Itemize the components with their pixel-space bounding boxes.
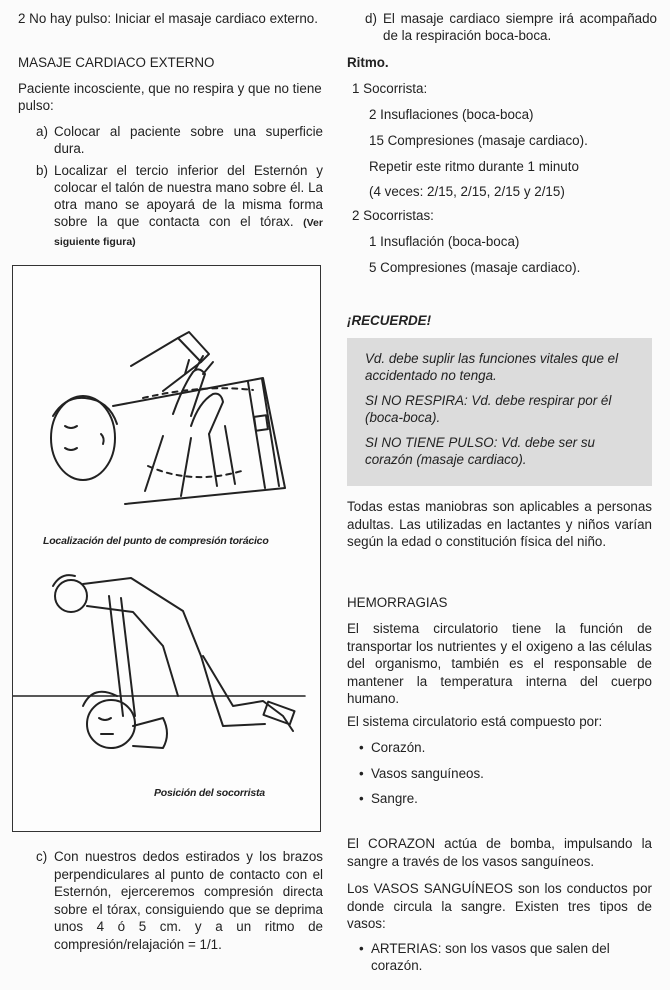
bullet: • [359, 740, 364, 755]
section-title: MASAJE CARDIACO EXTERNO [18, 55, 215, 70]
component-item [347, 739, 425, 756]
vessels-paragraph: Los VASOS SANGUÍNEOS son los conductos por donde circula la sangre. Existen tres tipos de vasos: [347, 881, 652, 931]
arteries-item [347, 940, 651, 974]
remember-title: ¡RECUERDE! [347, 313, 432, 328]
remember-line: Vd. debe suplir las funciones vitales que el accidentado no tenga. [365, 351, 619, 383]
step-b-label: b) [36, 163, 48, 178]
step-d-text: El masaje cardiaco siempre irá acompañado de la respiración boca-boca. [383, 11, 657, 43]
step-d [347, 10, 657, 44]
step-d-label: d) [365, 11, 377, 26]
rhythm-one-line: 15 Compresiones (masaje cardiaco). [369, 133, 588, 148]
bullet: • [359, 766, 364, 781]
lead-text: Paciente incosciente, que no respira y que no tiene pulso: [18, 81, 322, 113]
step-b-text: Localizar el tercio inferior del Esternón y colocar el talón de nuestra mano sobre él. La otra mano se apoyará de la misma forma sobre la que contacta con el tórax. [54, 163, 323, 229]
step-a-label: a) [36, 124, 48, 139]
rhythm-two-line: 5 Compresiones (masaje cardiaco). [369, 260, 581, 275]
rhythm-two-line: 1 Insuflación (boca-boca) [369, 234, 520, 249]
step-a [18, 123, 323, 157]
step-c [18, 848, 323, 953]
rhythm-one-line: (4 veces: 2/15, 2/15, 2/15 y 2/15) [369, 184, 565, 199]
remember-line: SI NO TIENE PULSO: Vd. debe ser su corazón (masaje cardiaco). [365, 435, 595, 467]
rhythm-one-line: Repetir este ritmo durante 1 minuto [369, 159, 579, 174]
step-c-label: c) [36, 849, 48, 864]
step-b-note: (Ver siguiente figura) [54, 217, 323, 248]
cpr-figure [12, 265, 321, 832]
rhythm-one-line: 2 Insuflaciones (boca-boca) [369, 107, 534, 122]
bullet: • [359, 941, 364, 956]
step-c-text: Con nuestros dedos estirados y los brazos perpendiculares al punto de contacto con el Esternón, ejerceremos compresión directa sobre el tórax, consiguiendo que se deprima unos 4 ó 5 cm. y a un ritmo de compresión/relajación = 1/1. [54, 849, 323, 952]
hemorrhage-paragraph: El sistema circulatorio tiene la función de transportar los nutrientes y el oxigeno a las células del organismo, también es el responsable de mantener la temperatura interna del cuerpo humano. [347, 621, 652, 706]
component-text: Vasos sanguíneos. [371, 766, 484, 781]
rhythm-one: 1 Socorrista: [352, 81, 428, 96]
component-item [347, 765, 484, 782]
rhythm-title: Ritmo. [347, 55, 389, 70]
compression-point-illustration [13, 266, 320, 536]
rhythm-two: 2 Socorristas: [352, 208, 434, 223]
hemorrhage-title: HEMORRAGIAS [347, 595, 448, 610]
step-b [18, 162, 323, 251]
figure-caption-1: Localización del punto de compresión torácico [43, 535, 269, 547]
circulatory-composition: El sistema circulatorio está compuesto por: [347, 714, 603, 729]
arteries-text: ARTERIAS: son los vasos que salen del corazón. [371, 941, 610, 973]
adults-note: Todas estas maniobras son aplicables a personas adultas. Las utilizadas en lactantes y niños varían según la edad o constitución física del niño. [347, 499, 652, 549]
step-a-text: Colocar al paciente sobre una superficie dura. [54, 124, 323, 156]
figure-caption-2: Posición del socorrista [154, 787, 265, 799]
bullet: • [359, 791, 364, 806]
heart-paragraph: El CORAZON actúa de bomba, impulsando la sangre a través de los vasos sanguíneos. [347, 836, 652, 869]
component-text: Sangre. [371, 791, 418, 806]
remember-box [347, 338, 652, 486]
component-text: Corazón. [371, 740, 426, 755]
component-item [347, 790, 418, 807]
intro-text: 2 No hay pulso: Iniciar el masaje cardiaco externo. [18, 11, 318, 26]
rescuer-position-illustration [13, 556, 320, 856]
remember-line: SI NO RESPIRA: Vd. debe respirar por él (boca-boca). [365, 393, 612, 425]
